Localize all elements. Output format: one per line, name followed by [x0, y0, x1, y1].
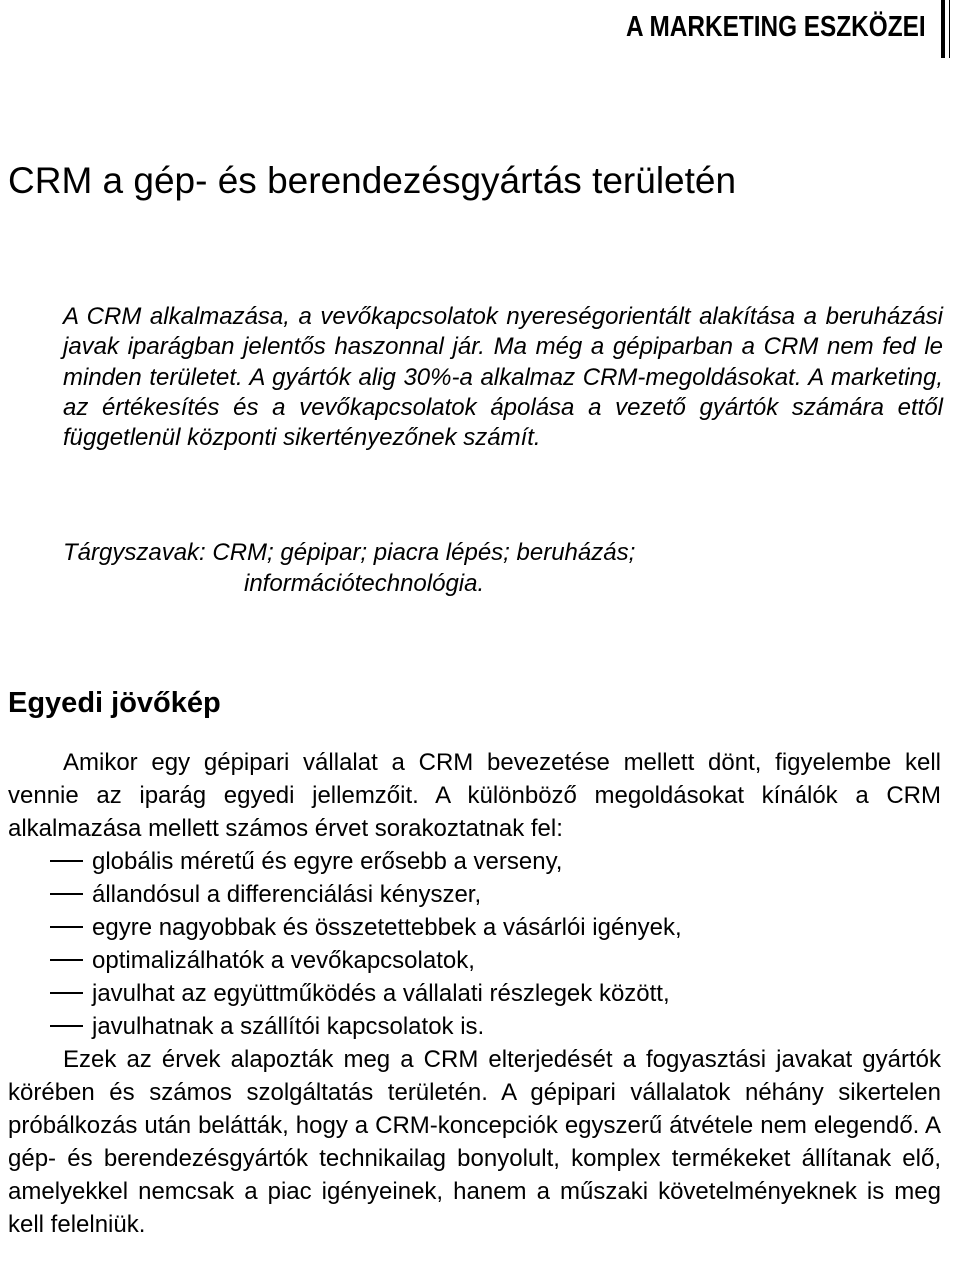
header-rule-thin [949, 0, 950, 58]
dash-bullet-icon [50, 992, 83, 994]
keywords-line-1: Tárgyszavak: CRM; gépipar; piacra lépés; beruházás; [63, 539, 636, 566]
list-item [8, 977, 941, 1010]
dash-bullet-icon [50, 959, 83, 961]
list-item-text: optimalizálhatók a vevőkapcsolatok, [92, 947, 475, 974]
list-item-text: egyre nagyobbak és összetettebbek a vásárlói igények, [92, 914, 682, 941]
list-item [8, 911, 941, 944]
keywords [63, 537, 943, 599]
list-item-text: javulhatnak a szállítói kapcsolatok is. [92, 1013, 485, 1040]
paragraph-2: Ezek az érvek alapozták meg a CRM elterjedését a fogyasztási javakat gyártók körében és számos szolgáltatás területén. A gépipari vállalatok néhány sikertelen próbálkozás után belátták, hogy a CRM-koncepciók egyszerű átvétele nem elegendő. A gép- és berendezésgyártók technikailag bonyolult, komplex termékeket állítanak elő, amelyekkel nemcsak a piac igényeinek, hanem a műszaki követelményeknek is meg kell felelniük. [8, 1046, 941, 1238]
argument-list [8, 845, 941, 1043]
dash-bullet-icon [50, 893, 83, 895]
dash-bullet-icon [50, 1025, 83, 1027]
page-title: CRM a gép- és berendezésgyártás területén [8, 160, 737, 201]
section-heading: Egyedi jövőkép [8, 687, 221, 719]
body-text [8, 746, 941, 1241]
dash-bullet-icon [50, 860, 83, 862]
list-item-text: javulhat az együttműködés a vállalati részlegek között, [92, 980, 670, 1007]
header-bar [569, 0, 950, 58]
header-rule-thick [941, 0, 945, 58]
section-label: A MARKETING ESZKÖZEI [626, 11, 926, 43]
list-item [8, 944, 941, 977]
abstract: A CRM alkalmazása, a vevőkapcsolatok nyereségorientált alakítása a beruházási javak iparágban jelentős haszonnal jár. Ma még a gépiparban a CRM nem fed le minden területet. A gyártók alig 30%-a alkalmaz CRM-megoldásokat. A marketing, az értékesítés és a vevőkapcsolatok ápolása a vezető gyártók számára ettől függetlenül központi sikertényezőnek számít. [63, 303, 943, 452]
list-item-text: állandósul a differenciálási kényszer, [92, 881, 482, 908]
list-item [8, 878, 941, 911]
dash-bullet-icon [50, 926, 83, 928]
paragraph-1: Amikor egy gépipari vállalat a CRM bevezetése mellett dönt, figyelembe kell vennie az iparág egyedi jellemzőit. A különböző megoldásokat kínálók a CRM alkalmazása mellett számos érvet sorakoztatnak fel: [8, 749, 941, 842]
list-item [8, 1010, 941, 1043]
list-item [8, 845, 941, 878]
keywords-line-2: információtechnológia. [244, 570, 485, 597]
list-item-text: globális méretű és egyre erősebb a verseny, [92, 848, 563, 875]
